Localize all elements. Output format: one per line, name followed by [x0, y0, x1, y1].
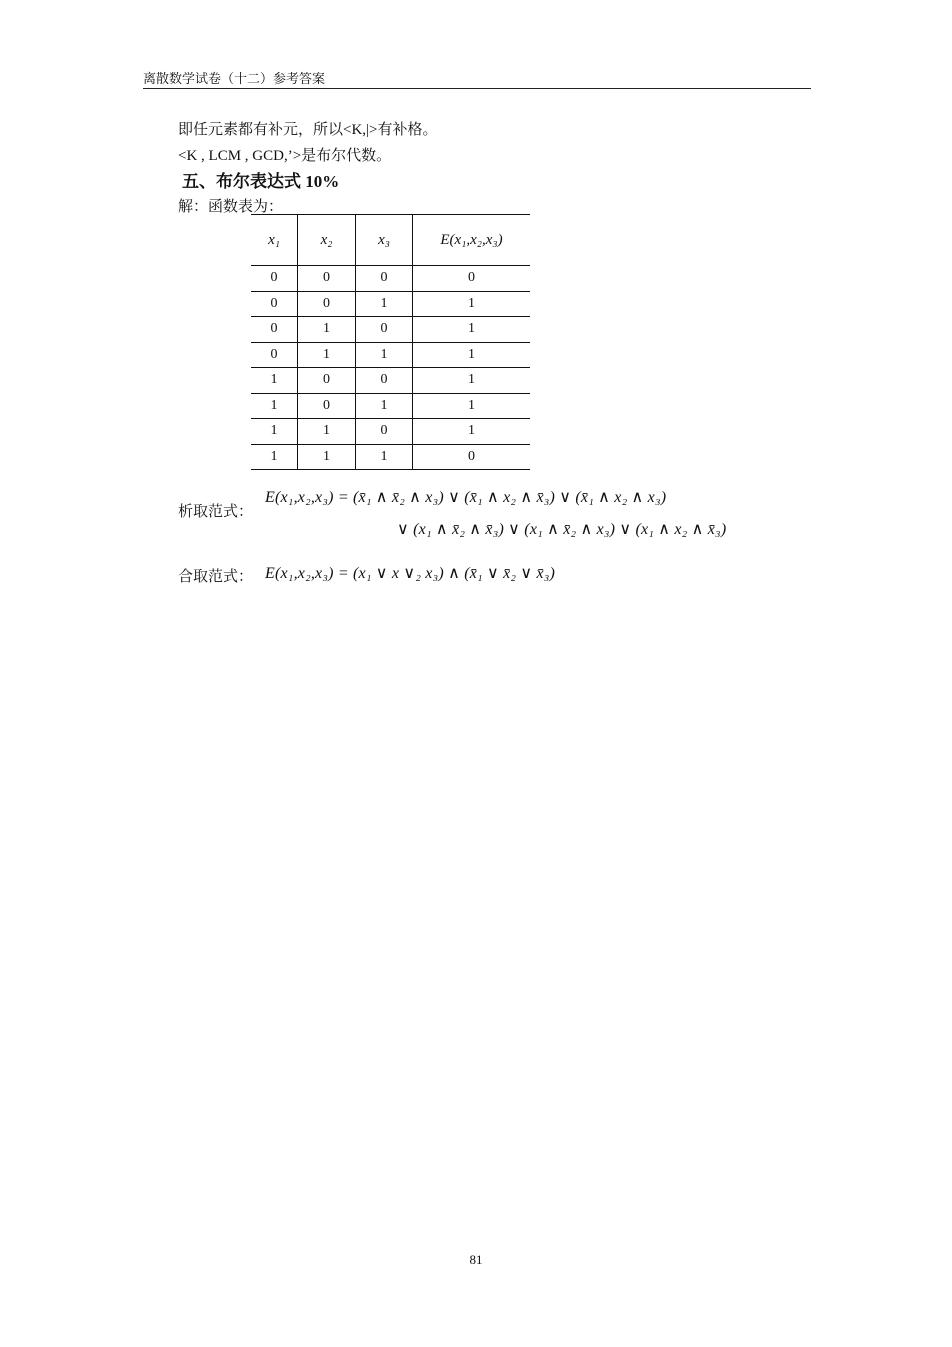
cnf-formula: E(x₁,x₂,x₃) = (x₁ ∨ x ∨₂ x₃) ∧ (x̄₁ ∨ x̄₂ ∨ x̄₃): [265, 565, 556, 582]
table-cell: 0: [251, 266, 298, 292]
table-cell: 1: [356, 291, 413, 317]
header-title: 离散数学试卷（十二）参考答案: [143, 71, 326, 86]
table-cell: 0: [413, 266, 531, 292]
page-number: 81: [469, 1252, 483, 1267]
truth-table: [251, 214, 530, 470]
text-line-complement: 即任元素都有补元，所以<K,|>有补格。: [178, 122, 438, 138]
table-cell: 0: [251, 291, 298, 317]
section-heading: 五、布尔表达式 10%: [182, 172, 340, 191]
header-cell-x3: x₃: [356, 215, 413, 266]
table-cell: 1: [251, 419, 298, 445]
table-row: [251, 368, 530, 394]
table-cell: 0: [356, 419, 413, 445]
table-header-row: [251, 215, 530, 266]
table-cell: 0: [298, 266, 356, 292]
solution-intro: 解：函数表为：: [178, 199, 284, 215]
header-cell-x1: x₁: [251, 215, 298, 266]
table-cell: 0: [298, 291, 356, 317]
page-header: [143, 70, 811, 89]
table-cell: 1: [356, 342, 413, 368]
table-cell: 0: [298, 393, 356, 419]
table-cell: 1: [413, 342, 531, 368]
table-cell: 1: [356, 393, 413, 419]
table-row: [251, 317, 530, 343]
header-cell-x2: x₂: [298, 215, 356, 266]
table-cell: 0: [251, 317, 298, 343]
dnf-formula-line1: E(x₁,x₂,x₃) = (x̄₁ ∧ x̄₂ ∧ x₃) ∨ (x̄₁ ∧ x₂ ∧ x̄₃) ∨ (x̄₁ ∧ x₂ ∧ x₃): [265, 489, 667, 506]
table-cell: 1: [356, 444, 413, 470]
table-cell: 0: [251, 342, 298, 368]
table-cell: 0: [356, 368, 413, 394]
table-cell: 1: [251, 444, 298, 470]
table-cell: 1: [251, 368, 298, 394]
table-cell: 1: [251, 393, 298, 419]
table-row: [251, 342, 530, 368]
table-cell: 0: [298, 368, 356, 394]
dnf-label: 析取范式：: [178, 504, 254, 520]
table-cell: 1: [298, 419, 356, 445]
text-line-boolean-algebra: <K , LCM , GCD,’>是布尔代数。: [178, 148, 392, 164]
table-row: [251, 444, 530, 470]
table-row: [251, 393, 530, 419]
table-cell: 1: [413, 317, 531, 343]
table-row: [251, 266, 530, 292]
table-row: [251, 291, 530, 317]
table-cell: 1: [298, 317, 356, 343]
table-cell: 0: [356, 317, 413, 343]
table-cell: 1: [298, 342, 356, 368]
header-cell-e: E(x₁,x₂,x₃): [413, 215, 531, 266]
table-cell: 1: [413, 419, 531, 445]
table-cell: 1: [298, 444, 356, 470]
table-cell: 1: [413, 368, 531, 394]
table-cell: 0: [413, 444, 531, 470]
table-cell: 0: [356, 266, 413, 292]
cnf-label: 合取范式：: [178, 569, 254, 585]
table-cell: 1: [413, 291, 531, 317]
table-cell: 1: [413, 393, 531, 419]
dnf-formula-line2: ∨ (x₁ ∧ x̄₂ ∧ x̄₃) ∨ (x₁ ∧ x̄₂ ∧ x₃) ∨ (x₁ ∧ x₂ ∧ x̄₃): [397, 521, 727, 538]
table-row: [251, 419, 530, 445]
